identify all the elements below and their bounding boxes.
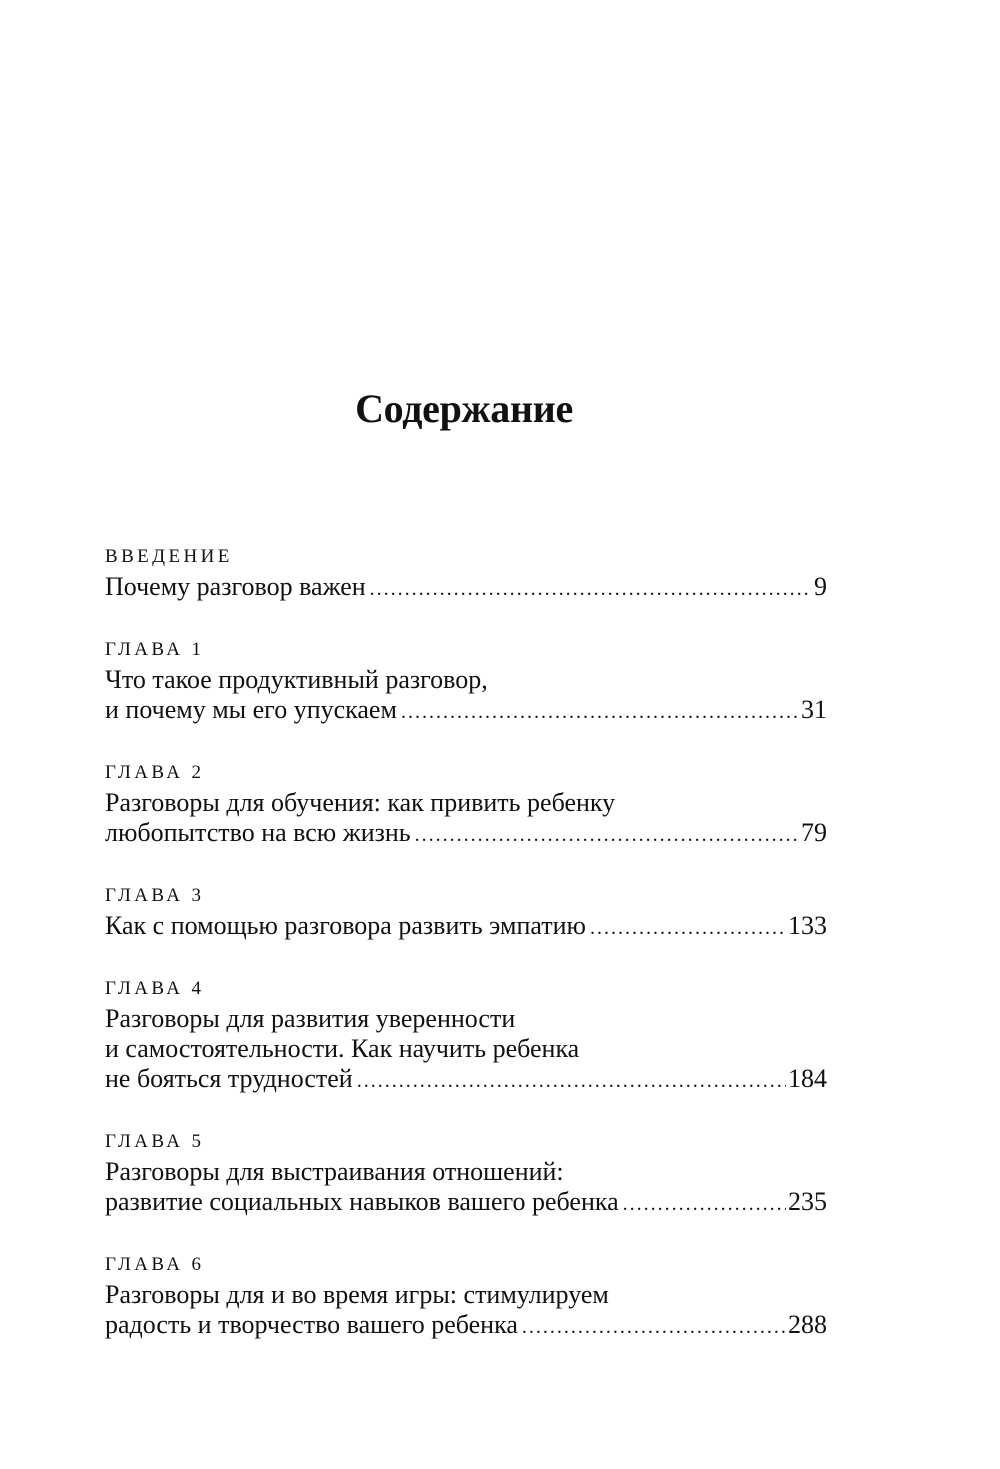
toc-leader-line xyxy=(105,818,827,850)
chapter-title: не бояться трудностей xyxy=(105,1064,353,1093)
toc-leader-line xyxy=(105,1187,827,1219)
chapter-label: ГЛАВА 6 xyxy=(105,1254,205,1275)
chapter-label: ГЛАВА 5 xyxy=(105,1131,205,1152)
dot-leader xyxy=(590,911,786,943)
dot-leader xyxy=(370,572,812,604)
chapter-title-line: Разговоры для выстраивания отношений: xyxy=(105,1157,564,1186)
chapter-label: ВВЕДЕНИЕ xyxy=(105,546,233,567)
dot-leader xyxy=(357,1064,786,1096)
toc-leader-line xyxy=(105,1310,827,1342)
chapter-label: ГЛАВА 2 xyxy=(105,762,205,783)
dot-leader xyxy=(522,1310,786,1342)
chapter-title: радость и творчество вашего ребенка xyxy=(105,1310,518,1339)
chapter-label: ГЛАВА 4 xyxy=(105,978,205,999)
page-number: 31 xyxy=(801,695,827,724)
toc-leader-line xyxy=(105,911,827,943)
page-number: 79 xyxy=(801,818,827,847)
chapter-title-line: Разговоры для обучения: как привить ребенку xyxy=(105,788,616,817)
table-of-contents xyxy=(105,542,827,1373)
page-number: 9 xyxy=(814,572,827,601)
page-number: 288 xyxy=(788,1310,827,1339)
toc-entry-chapter-4 xyxy=(105,974,827,1096)
dot-leader xyxy=(415,818,799,850)
toc-entry-chapter-3 xyxy=(105,881,827,943)
chapter-title: и почему мы его упускаем xyxy=(105,695,397,724)
toc-entry-chapter-2 xyxy=(105,758,827,850)
page-title: Содержание xyxy=(355,385,573,431)
chapter-title-line: Разговоры для развития уверенности xyxy=(105,1004,516,1033)
toc-entry-chapter-6 xyxy=(105,1250,827,1342)
chapter-title: Как с помощью разговора развить эмпатию xyxy=(105,911,586,940)
dot-leader xyxy=(401,695,799,727)
chapter-title: развитие социальных навыков вашего ребенка xyxy=(105,1187,619,1216)
chapter-title: любопытство на всю жизнь xyxy=(105,818,411,847)
chapter-title-line: Разговоры для и во время игры: стимулируем xyxy=(105,1280,609,1309)
chapter-title-line: и самостоятельности. Как научить ребенка xyxy=(105,1034,580,1063)
chapter-title-line: Что такое продуктивный разговор, xyxy=(105,665,488,694)
chapter-title: Почему разговор важен xyxy=(105,572,366,601)
chapter-label: ГЛАВА 1 xyxy=(105,639,205,660)
page-number: 184 xyxy=(788,1064,827,1093)
toc-leader-line xyxy=(105,572,827,604)
chapter-label: ГЛАВА 3 xyxy=(105,885,205,906)
toc-entry-introduction xyxy=(105,542,827,604)
page-number: 133 xyxy=(788,911,827,940)
dot-leader xyxy=(623,1187,786,1219)
toc-entry-chapter-5 xyxy=(105,1127,827,1219)
toc-leader-line xyxy=(105,695,827,727)
toc-entry-chapter-1 xyxy=(105,635,827,727)
page-number: 235 xyxy=(788,1187,827,1216)
toc-leader-line xyxy=(105,1064,827,1096)
